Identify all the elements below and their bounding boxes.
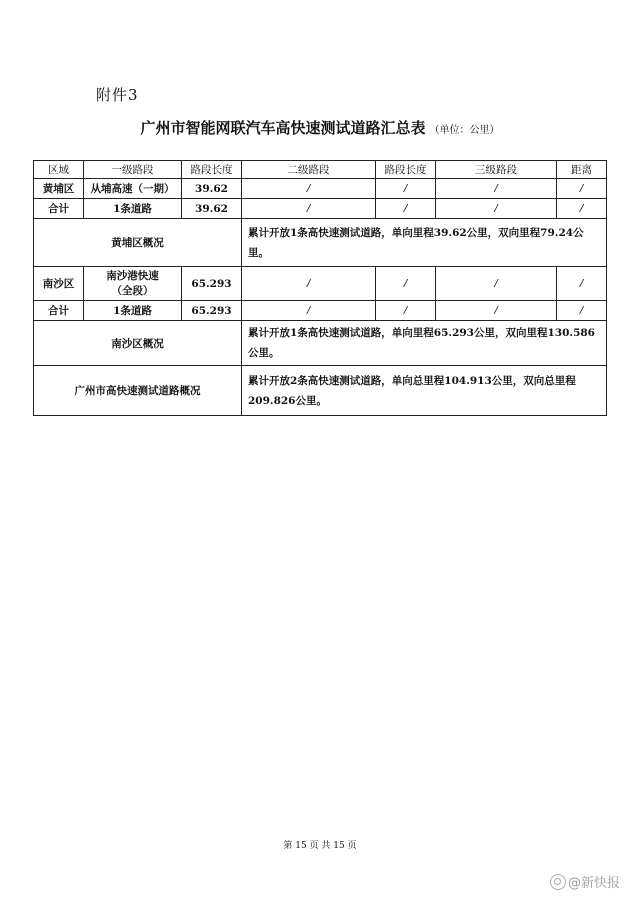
empty-cell: /: [557, 179, 607, 199]
header-cell: 二级路段: [242, 161, 376, 179]
total-length-cell: 65.293: [182, 301, 242, 321]
title-text: 广州市智能网联汽车高快速测试道路汇总表: [140, 119, 426, 137]
empty-cell: /: [436, 199, 557, 219]
empty-cell: /: [436, 301, 557, 321]
empty-cell: /: [557, 301, 607, 321]
empty-cell: /: [242, 301, 376, 321]
total-label-cell: 合计: [34, 301, 84, 321]
weibo-logo-icon: [550, 874, 566, 890]
total-length-cell: 39.62: [182, 199, 242, 219]
empty-cell: /: [242, 199, 376, 219]
road-cell: 从埔高速（一期）: [84, 179, 182, 199]
total-label-cell: 合计: [34, 199, 84, 219]
total-road-cell: 1条道路: [84, 301, 182, 321]
district-cell: 南沙区: [34, 267, 84, 301]
watermark-text: @新快报: [567, 876, 620, 891]
header-cell: 一级路段: [84, 161, 182, 179]
empty-cell: /: [436, 179, 557, 199]
empty-cell: /: [376, 301, 436, 321]
header-cell: 区域: [34, 161, 84, 179]
empty-cell: /: [376, 179, 436, 199]
road-line: 南沙港快速: [106, 269, 159, 282]
header-cell: 路段长度: [376, 161, 436, 179]
road-line: （全段）: [111, 284, 154, 297]
empty-cell: /: [557, 267, 607, 301]
summary-text-cell: 累计开放1条高快速测试道路，单向里程65.293公里，双向里程130.586公里。: [242, 321, 607, 366]
total-road-cell: 1条道路: [84, 199, 182, 219]
table-row: [34, 321, 607, 366]
summary-text-cell: 累计开放1条高快速测试道路，单向里程39.62公里，双向里程79.24公里。: [242, 219, 607, 267]
table-row: [34, 179, 607, 199]
table-row: [34, 267, 607, 301]
table-row: [34, 366, 607, 416]
summary-label-cell: 南沙区概况: [34, 321, 242, 366]
header-cell: 三级路段: [436, 161, 557, 179]
attachment-label: 附件3: [96, 86, 139, 104]
road-cell: [84, 267, 182, 301]
summary-label-cell: 广州市高快速测试道路概况: [34, 366, 242, 416]
table-row: [34, 301, 607, 321]
document-title: [0, 117, 640, 138]
length-cell: 39.62: [182, 179, 242, 199]
empty-cell: /: [436, 267, 557, 301]
summary-text-cell: 累计开放2条高快速测试道路，单向总里程104.913公里，双向总里程209.826公里。: [242, 366, 607, 416]
district-cell: 黄埔区: [34, 179, 84, 199]
empty-cell: /: [557, 199, 607, 219]
length-cell: 65.293: [182, 267, 242, 301]
unit-note: （单位：公里）: [429, 125, 500, 136]
watermark: [550, 872, 620, 891]
empty-cell: /: [376, 199, 436, 219]
header-cell: 路段长度: [182, 161, 242, 179]
page-footer: 第 15 页 共 15 页: [283, 841, 357, 851]
empty-cell: /: [376, 267, 436, 301]
summary-label-cell: 黄埔区概况: [34, 219, 242, 267]
summary-table: [33, 160, 607, 416]
empty-cell: /: [242, 179, 376, 199]
table-row: [34, 219, 607, 267]
header-cell: 距离: [557, 161, 607, 179]
header-row: [34, 161, 607, 179]
empty-cell: /: [242, 267, 376, 301]
table-row: [34, 199, 607, 219]
